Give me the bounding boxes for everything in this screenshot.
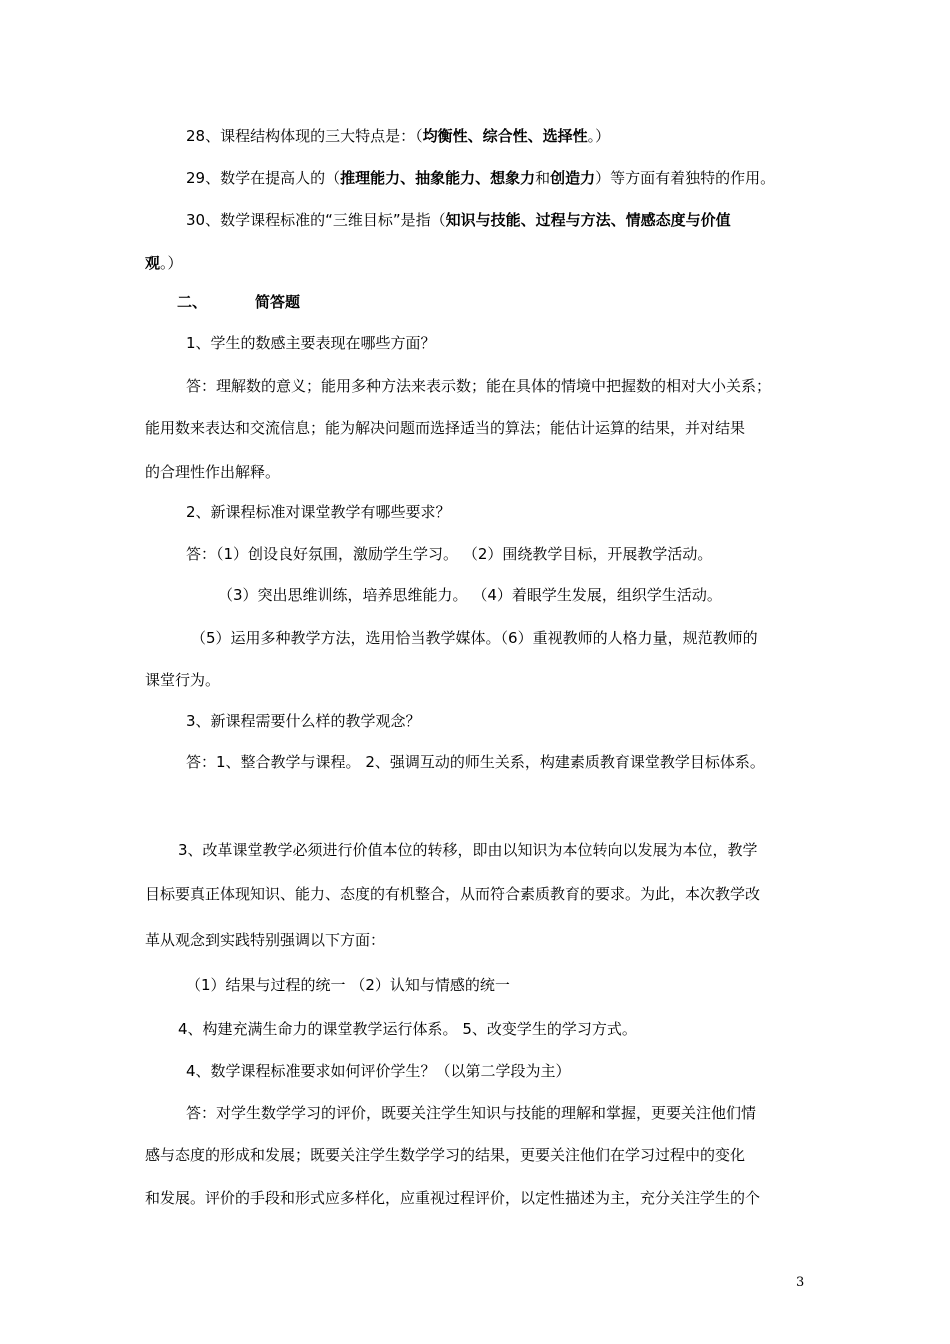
question-1: 1、学生的数感主要表现在哪些方面？	[186, 334, 436, 352]
page-number: 3	[796, 1275, 805, 1290]
item-text: ）等方面有着独特的作用。	[595, 169, 776, 187]
item-text: 30、数学课程标准的“三维目标”是指（	[186, 211, 446, 229]
item-answer: 观	[145, 254, 161, 272]
question-3: 3、新课程需要什么样的教学观念？	[186, 712, 421, 730]
answer-4-line: 感与态度的形成和发展；既要关注学生数学学习的结果，更要关注他们在学习过程中的变化	[145, 1146, 746, 1164]
answer-2-line: （5）运用多种教学方法，选用恰当教学媒体。（6）重视教师的人格力量，规范教师的	[191, 629, 758, 647]
item-answer: 知识与技能、过程与方法、情感态度与价值	[445, 211, 731, 229]
answer-3-line: 答：1、整合教学与课程。 2、强调互动的师生关系，构建素质教育课堂教学目标体系。	[186, 753, 765, 771]
item-answer: 推理能力、抽象能力、想象力	[340, 169, 536, 187]
fill-blank-item-29	[186, 168, 775, 188]
question-4: 4、数学课程标准要求如何评价学生？（以第二学段为主）	[186, 1062, 571, 1080]
fill-blank-item-30-continued	[145, 253, 183, 273]
answer-2-line: 答：（1）创设良好氛围，激励学生学习。 （2）围绕教学目标，开展教学活动。	[186, 545, 713, 563]
answer-3-paragraph-line: （1）结果与过程的统一 （2）认知与情感的统一	[186, 976, 510, 994]
answer-1-line: 能用数来表达和交流信息；能为解决问题而选择适当的算法；能估计运算的结果，并对结果	[145, 419, 746, 437]
item-answer: 均衡性、综合性、选择性	[422, 127, 588, 145]
item-text: 。）	[587, 127, 611, 145]
answer-3-paragraph-line: 3、改革课堂教学必须进行价值本位的转移，即由以知识为本位转向以发展为本位，教学	[178, 841, 758, 859]
fill-blank-item-30	[186, 210, 731, 230]
fill-blank-item-28	[186, 126, 610, 146]
item-text: 29、数学在提高人的（	[186, 169, 341, 187]
answer-3-paragraph-line: 目标要真正体现知识、能力、态度的有机整合，从而符合素质教育的要求。为此，本次教学改	[145, 885, 761, 903]
answer-3-paragraph-line: 4、构建充满生命力的课堂教学运行体系。 5、改变学生的学习方式。	[178, 1020, 637, 1038]
section-number: 二、	[177, 293, 208, 311]
section-title: 简答题	[255, 293, 301, 311]
answer-1-line: 答：理解数的意义；能用多种方法来表示数；能在具体的情境中把握数的相对大小关系；	[186, 377, 772, 395]
answer-1-line: 的合理性作出解释。	[145, 463, 281, 481]
answer-2-line: （3）突出思维训练，培养思维能力。 （4）着眼学生发展，组织学生活动。	[218, 586, 722, 604]
item-text: 。）	[160, 254, 183, 272]
answer-4-line: 答：对学生数学学习的评价，既要关注学生知识与技能的理解和掌握，更要关注他们情	[186, 1104, 757, 1122]
answer-3-paragraph-line: 革从观念到实践特别强调以下方面：	[145, 931, 386, 949]
answer-2-line: 课堂行为。	[145, 671, 221, 689]
item-text: 和	[535, 169, 551, 187]
question-2: 2、新课程标准对课堂教学有哪些要求？	[186, 503, 451, 521]
item-text: 28、课程结构体现的三大特点是：（	[186, 127, 423, 145]
answer-4-line: 和发展。评价的手段和形式应多样化，应重视过程评价，以定性描述为主，充分关注学生的个	[145, 1189, 761, 1207]
item-answer: 创造力	[550, 169, 596, 187]
